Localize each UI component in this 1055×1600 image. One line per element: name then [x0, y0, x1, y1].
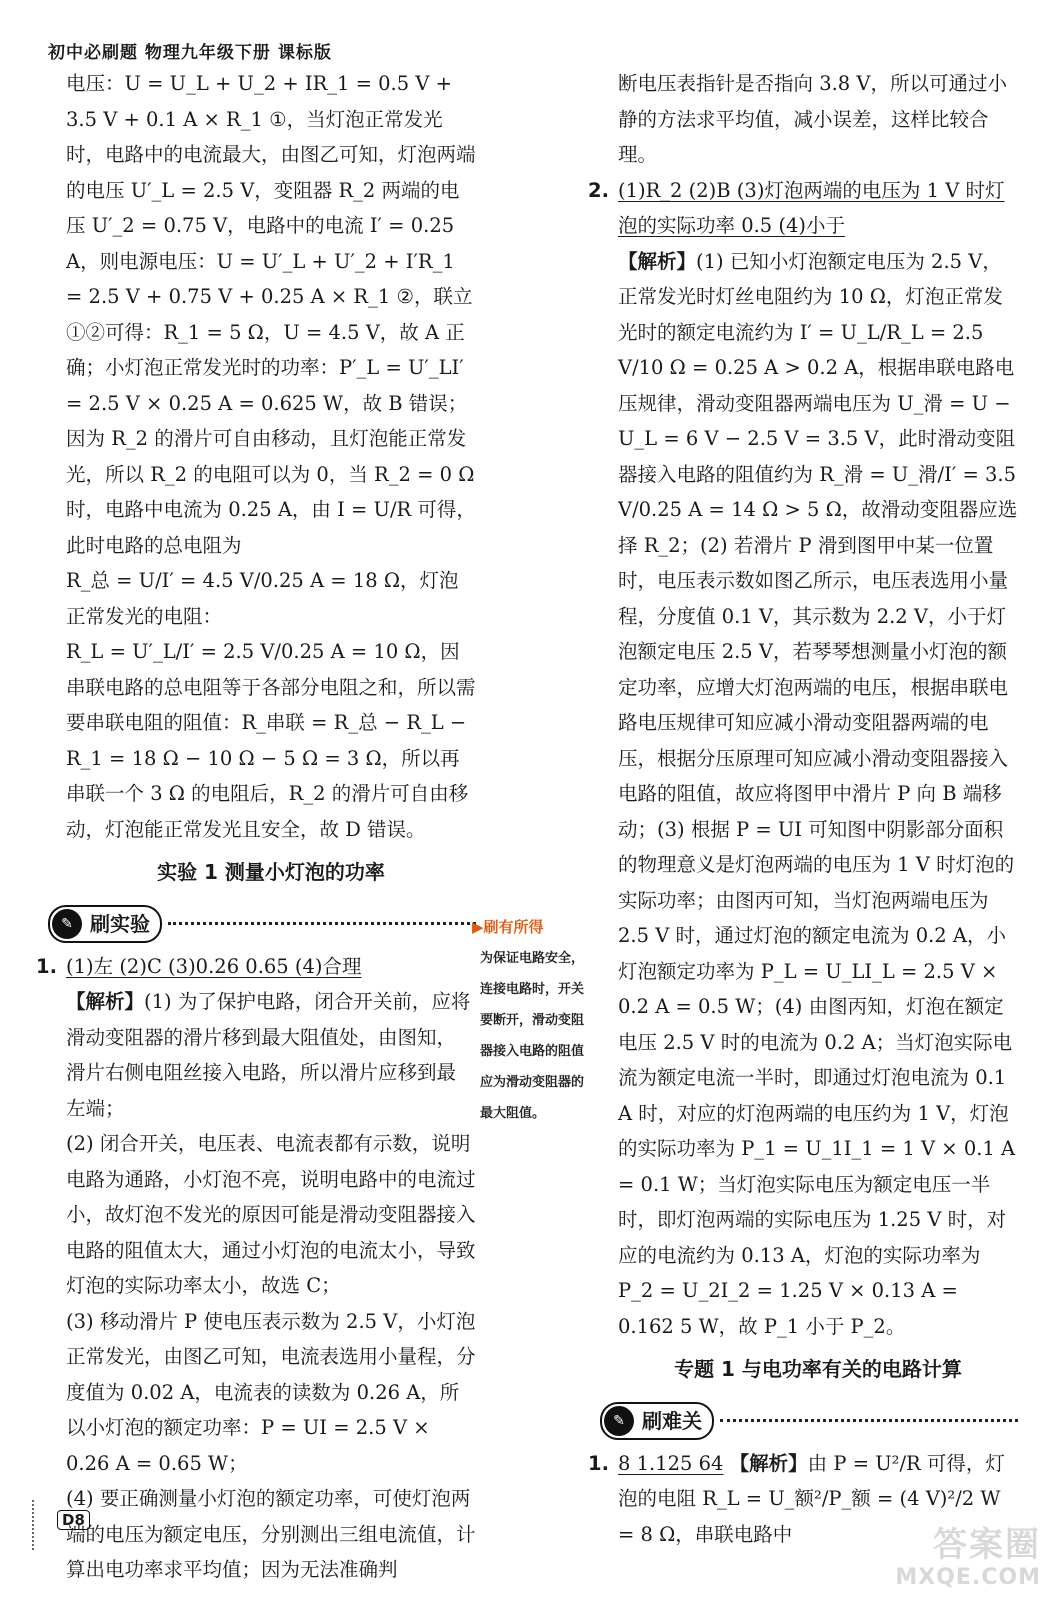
analysis-tag: 【解析】 [729, 1451, 808, 1475]
analysis-paragraph: (3) 移动滑片 P 使电压表示数为 2.5 V，小灯泡正常发光，由图乙可知，电流表选用小量程，分度值为 0.02 A，电流表的读数为 0.26 A，所以小灯泡的额定功率：P = UI = 2.5 V × 0.26 A = 0.65 W； [66, 1309, 476, 1475]
analysis-tag: 【解析】 [66, 990, 145, 1013]
page-header: 初中必刷题 物理九年级下册 课标版 [48, 43, 332, 63]
analysis-paragraph: (2) 闭合开关，电压表、电流表都有示数，说明电路为通路，小灯泡不亮，说明电路中的电流过小，故灯泡不发光的原因可能是滑动变阻器接入电路的阻值太大，通过小灯泡的电流太小，导致灯泡的实际功率太小，故选 C； [66, 1132, 476, 1297]
section-banner [48, 901, 476, 945]
question-answer [588, 173, 1018, 244]
right-column [588, 66, 1018, 1552]
analysis-paragraph: (4) 要正确测量小灯泡的额定功率，可使灯泡两端的电压为额定电压，分别测出三组电流值，计算出电功率求平均值；因为无法准确判 [66, 1487, 476, 1581]
brush-icon: ✎ [604, 1406, 634, 1436]
page-number: D8 [57, 1510, 90, 1530]
solution-paragraph: R_总 = U/I′ = 4.5 V/0.25 A = 18 Ω，灯泡正常发光的电阻： [66, 569, 459, 628]
note-title [472, 912, 588, 943]
footer-dotted-line [32, 1500, 34, 1550]
banner-label: 刷难关 [642, 1408, 702, 1433]
solution-paragraph: R_L = U′_L/I′ = 2.5 V/0.25 A = 10 Ω，因串联电路的总电阻等于各部分电阻之和，所以需要串联电阻的阻值：R_串联 = R_总 − R_L − R_1 = 18 Ω − 10 Ω − 5 Ω = 3 Ω，所以再串联一个 3 Ω 的电阻后，R_2 的滑片可自由移动，灯泡能正常发光且安全，故 D 错误。 [66, 640, 476, 841]
watermark-url: MXQE.COM [895, 1565, 1041, 1590]
analysis-tag: 【解析】 [618, 249, 697, 273]
question-number: 2. [588, 178, 609, 202]
answer-line: (1)左 (2)C (3)0.26 0.65 (4)合理 [66, 954, 362, 978]
analysis-text: 由 P = U²/R 可得，灯泡的电阻 R_L = U_额²/P_额 = (4 V)²/2 W = 8 Ω，串联电路中 [618, 1451, 1005, 1546]
arrow-icon: ▶ [472, 918, 484, 936]
analysis-text: (1) 已知小灯泡额定电压为 2.5 V，正常发光时灯丝电阻约为 10 Ω，灯泡正常发光时的额定电流约为 I′ = U_L/R_L = 2.5 V/10 Ω = 0.25 A > 0.2 A，根据串联电路电压规律，滑动变阻器两端电压为 U_滑 = U − U_L = 6 V − 2.5 V = 3.5 V，此时滑动变阻器接入电路的阻值约为 R_滑 = U_滑/I′ = 3.5 V/0.25 A = 14 Ω > 5 Ω，故滑动变阻器应选择 R_2；(2) 若滑片 P 滑到图甲中某一位置时，电压表示数如图乙所示，电压表选用小量程，分度值 0.1 V，其示数为 2.2 V，小于灯泡额定电压 2.5 V，若琴琴想测量小灯泡的额定功率，应增大灯泡两端的电压，根据串联电路电压规律可知应减小滑动变阻器两端的电压，根据分压原理可知应减小滑动变阻器接入电路的阻值，故应将图甲中滑片 P 向 B 端移动；(3) 根据 P = UI 可知图中阴影部分面积的物理意义是灯泡两端的电压为 1 V 时灯泡的实际功率；由图丙可知，当灯泡两端电压为 2.5 V 时，通过灯泡的额定电流为 0.2 A，小灯泡额定功率为 P_L = U_LI_L = 2.5 V × 0.2 A = 0.5 W；(4) 由图丙知，灯泡在额定电压 2.5 V 时的电流为 0.2 A；当灯泡实际电流为额定电流一半时，即通过灯泡电流为 0.1 A 时，对应的灯泡两端的电压约为 1 V，灯泡的实际功率为 P_1 = U_1I_1 = 1 V × 0.1 A = 0.1 W；当灯泡实际电压为额定电压一半时，即灯泡两端的实际电压为 1.25 V 时，对应的电流约为 0.13 A，灯泡的实际功率为 P_2 = U_2I_2 = 1.25 V × 0.13 A = 0.162 5 W，故 P_1 小于 P_2。 [618, 249, 1018, 1338]
banner-label: 刷实验 [90, 911, 150, 936]
note-text: 为保证电路安全，连接电路时，开关要断开，滑动变阻器接入电路的阻值应为滑动变阻器的最大阻值。 [480, 951, 585, 1121]
answer-line: (1)R_2 (2)B (3)灯泡两端的电压为 1 V 时灯泡的实际功率 0.5 (4)小于 [618, 178, 1005, 237]
analysis-text: (1) 为了保护电路，闭合开关前，应将滑动变阻器的滑片移到最大阻值处，由图知，滑片右侧电阻丝接入电路，所以滑片应移到最左端； [66, 990, 471, 1120]
banner-badge [600, 1402, 714, 1440]
section-banner [600, 1398, 1018, 1442]
section-title: 实验 1 测量小灯泡的功率 [157, 860, 385, 884]
watermark [841, 1525, 1041, 1590]
brush-icon: ✎ [52, 909, 82, 939]
watermark-logo-text: 答案圈 [933, 1525, 1041, 1565]
analysis-paragraph [66, 984, 471, 1126]
question-number: 1. [36, 954, 57, 978]
solution-paragraph: 电压：U = U_L + U_2 + IR_1 = 0.5 V + 3.5 V + 0.1 A × R_1 ①，当灯泡正常发光时，电路中的电流最大，由图乙可知，灯泡两端的电压 U′_L = 2.5 V，变阻器 R_2 两端的电压 U′_2 = 0.75 V，电路中的电流 I′ = 0.25 A，则电源电压：U = U′_L + U′_2 + I′R_1 = 2.5 V + 0.75 V + 0.25 A × R_1 ②，联立①②可得：R_1 = 5 Ω，U = 4.5 V，故 A 正确；小灯泡正常发光时的功率：P′_L = U′_LI′ = 2.5 V × 0.25 A = 0.625 W，故 B 错误；因为 R_2 的滑片可自由移动，且灯泡能正常发光，所以 R_2 的电阻可以为 0，当 R_2 = 0 Ω 时，电路中电流为 0.25 A，由 I = U/R 可得，此时电路的总电阻为 [66, 72, 476, 557]
side-note [472, 912, 588, 1129]
question-number: 1. [588, 1451, 609, 1475]
solution-paragraph: 断电压表指针是否指向 3.8 V，所以可通过小静的方法求平均值，减小误差，这样比较合理。 [618, 72, 1007, 166]
analysis-paragraph [618, 244, 1018, 1345]
note-title-text: 刷有所得 [483, 918, 544, 936]
left-column [36, 66, 476, 1588]
dotted-divider [720, 1419, 1018, 1422]
banner-badge [48, 905, 162, 943]
question-answer [36, 949, 476, 985]
answer-line: 8 1.125 64 [618, 1451, 724, 1475]
dotted-divider [168, 922, 476, 925]
section-title: 专题 1 与电功率有关的电路计算 [674, 1357, 962, 1381]
